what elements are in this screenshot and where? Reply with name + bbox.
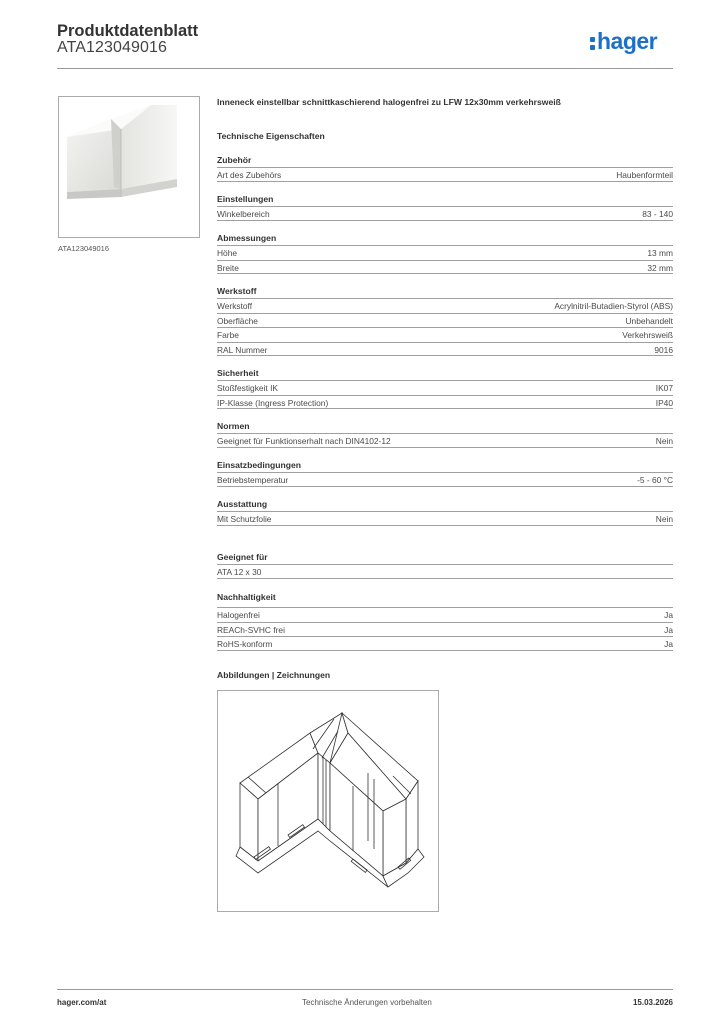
table-row: IP-Klasse (Ingress Protection) IP40	[217, 395, 673, 410]
section-title-geeignet-fuer: Geeignet für	[217, 552, 268, 562]
product-photo	[58, 96, 200, 238]
footer-website-link[interactable]: hager.com/at	[57, 998, 107, 1007]
technical-properties-heading: Technische Eigenschaften	[217, 131, 325, 141]
section-title-einstellungen: Einstellungen	[217, 194, 274, 204]
article-number: ATA123049016	[57, 39, 168, 56]
table-row: Winkelbereich 83 - 140	[217, 206, 673, 221]
section-title-ausstattung: Ausstattung	[217, 499, 268, 509]
table-row: Mit Schutzfolie Nein	[217, 511, 673, 526]
product-description: Inneneck einstellbar schnittkaschierend halogenfrei zu LFW 12x30mm verkehrsweiß	[217, 97, 561, 107]
section-title-einsatzbedingungen: Einsatzbedingungen	[217, 460, 302, 470]
table-row: Betriebstemperatur -5 - 60 °C	[217, 472, 673, 487]
table-row: Farbe Verkehrsweiß	[217, 327, 673, 342]
table-row: Werkstoff Acrylnitril-Butadien-Styrol (ABS)	[217, 298, 673, 313]
section-title-abmessungen: Abmessungen	[217, 233, 277, 243]
section-title-nachhaltigkeit: Nachhaltigkeit	[217, 592, 276, 602]
table-row: Breite 32 mm	[217, 260, 673, 275]
technical-drawing	[217, 690, 439, 912]
footer-date: 15.03.2026	[632, 998, 673, 1007]
table-row: REACh-SVHC frei Ja	[217, 622, 673, 637]
section-title-normen: Normen	[217, 421, 250, 431]
table-row: ATA 12 x 30	[217, 564, 673, 579]
table-row: Geeignet für Funktionserhalt nach DIN4102-12 Nein	[217, 433, 673, 448]
footer-notice: Technische Änderungen vorbehalten	[302, 998, 432, 1007]
inner-corner-photo-icon	[59, 97, 199, 237]
table-row: RoHS-konform Ja	[217, 636, 673, 651]
table-row: RAL Nummer 9016	[217, 342, 673, 357]
page-title: Produktdatenblatt	[57, 22, 199, 40]
table-row: Halogenfrei Ja	[217, 607, 673, 622]
table-row: Oberfläche Unbehandelt	[217, 313, 673, 328]
section-title-sicherheit: Sicherheit	[217, 368, 259, 378]
footer-divider	[57, 989, 673, 990]
table-row: Art des Zubehörs Haubenformteil	[217, 167, 673, 182]
section-title-werkstoff: Werkstoff	[217, 286, 257, 296]
drawings-heading: Abbildungen | Zeichnungen	[217, 670, 331, 680]
table-row: Stoßfestigkeit IK IK07	[217, 380, 673, 395]
inner-corner-drawing-icon	[218, 691, 438, 911]
hager-logo	[590, 28, 657, 55]
table-row: Höhe 13 mm	[217, 245, 673, 260]
header-divider	[57, 68, 673, 69]
photo-caption: ATA123049016	[58, 244, 110, 253]
logo-dots-icon	[590, 33, 596, 50]
logo-text: hager	[597, 28, 658, 54]
section-title-zubehoer: Zubehör	[217, 155, 252, 165]
